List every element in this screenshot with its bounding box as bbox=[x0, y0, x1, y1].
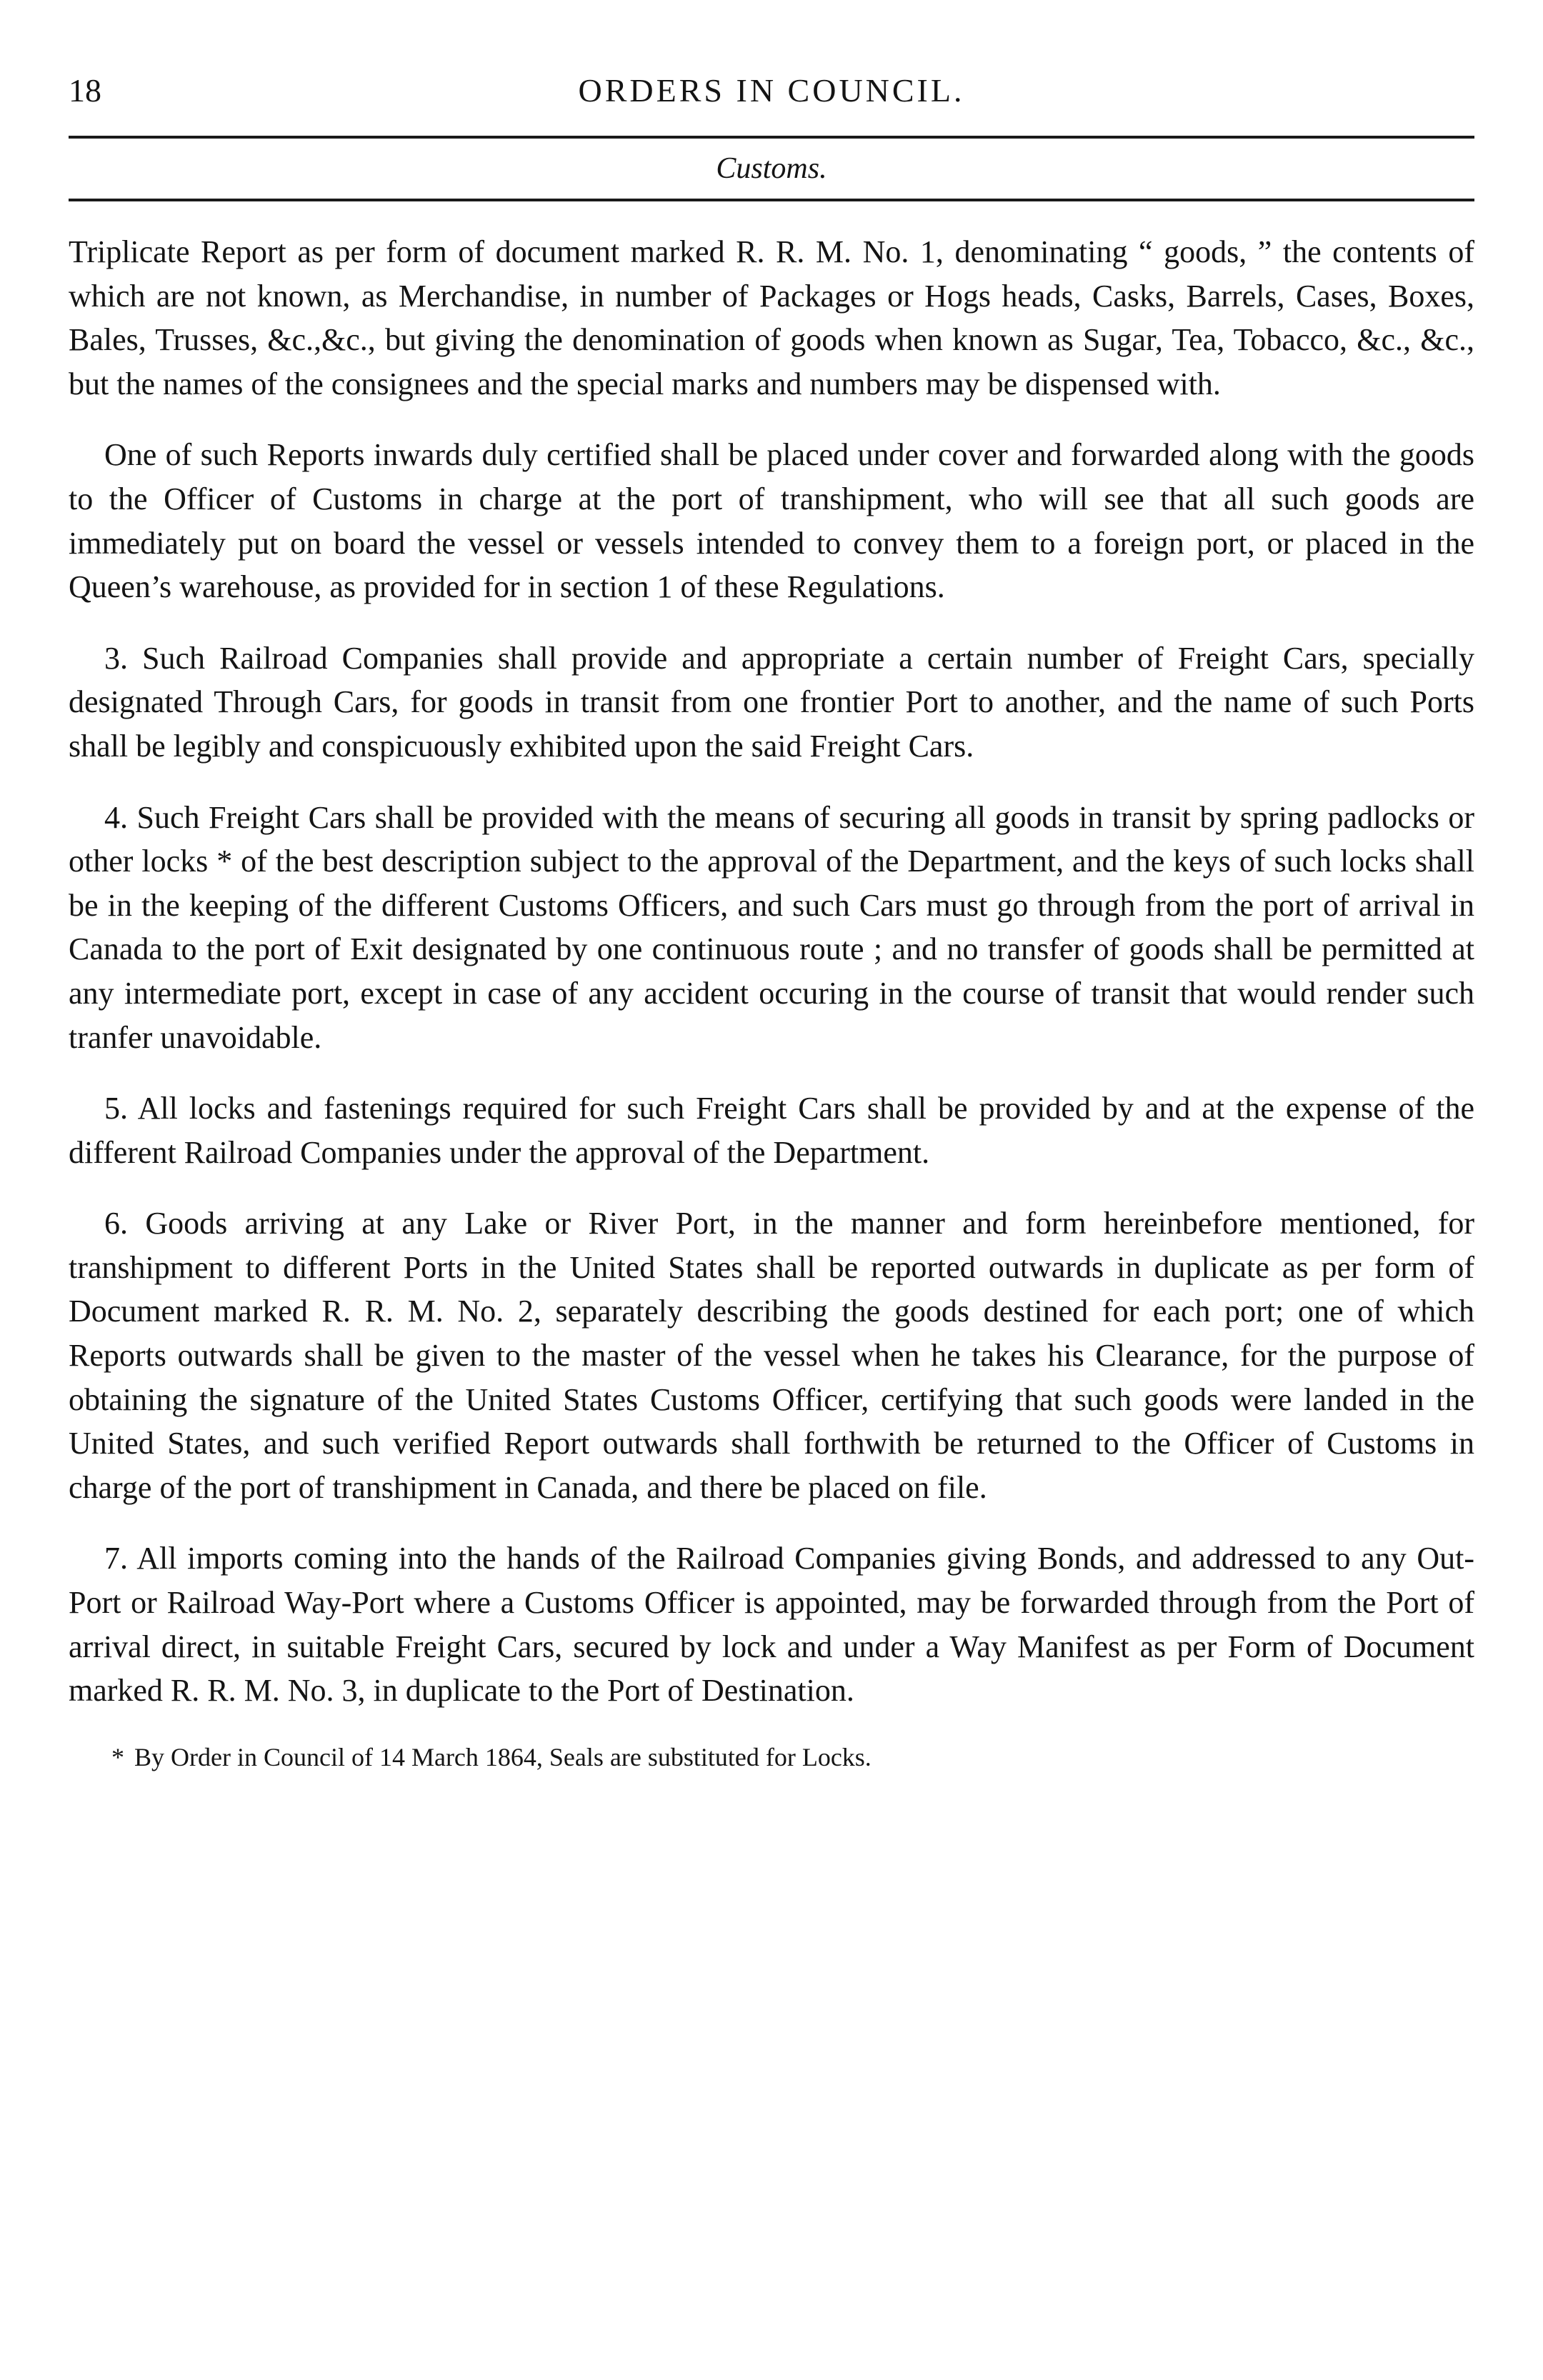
footnote-text: By Order in Council of 14 March 1864, Seals are substituted for Locks. bbox=[134, 1742, 872, 1771]
page-header bbox=[69, 50, 1474, 136]
paragraph-triplicate-report: Triplicate Report as per form of document marked R. R. M. No. 1, denominating “ goods, ” the contents of which are not known, as Merchandise, in number of Packages or Hogs heads, Casks, Barrels, Cases, Boxes, Bales, Trusses, &c.,&c., but giving the denomination of goods when known as Sugar, Tea, Tobacco, &c., &c., but the names of the consignees and the special marks and numbers may be dispensed with. bbox=[69, 234, 1474, 401]
running-head: ORDERS IN COUNCIL. bbox=[578, 72, 965, 109]
paragraph-4-locks: 4. Such Freight Cars shall be provided with the means of securing all goods in transit by spring padlocks or other locks * of the best description subject to the approval of the Department, and the keys of such locks shall be in the keeping of the different Customs Officers, and such Cars must go through from the port of arrival in Canada to the port of Exit designated by one continuous route ; and no transfer of goods shall be permitted at any intermediate port, except in case of any accident occuring in the course of transit that would render such tranfer unavoidable. bbox=[69, 799, 1474, 1055]
section-rule bbox=[69, 199, 1474, 201]
page-number: 18 bbox=[69, 72, 101, 109]
paragraph-7-imports: 7. All imports coming into the hands of the Railroad Companies giving Bonds, and addressed to any Out-Port or Railroad Way-Port where a Customs Officer is appointed, may be forwarded through from the Port of arrival direct, in suitable Freight Cars, secured by lock and under a Way Manifest as per Form of Document marked R. R. M. No. 3, in duplicate to the Port of Destination. bbox=[69, 1541, 1474, 1709]
paragraph-5-fastenings: 5. All locks and fastenings required for such Freight Cars shall be provided by and at the expense of the different Railroad Companies under the approval of the Department. bbox=[69, 1091, 1474, 1170]
paragraph-reports-inwards: One of such Reports inwards duly certified shall be placed under cover and forwarded along with the goods to the Officer of Customs in charge at the port of transhipment, who will see that all such goods are immediately put on board the vessel or vessels intended to convey them to a foreign port, or placed in the Queen’s warehouse, as provided for in section 1 of these Regulations. bbox=[69, 437, 1474, 605]
footnote bbox=[69, 1740, 1474, 1774]
body-text bbox=[69, 230, 1474, 1774]
paragraph-3-through-cars: 3. Such Railroad Companies shall provide and appropriate a certain number of Freight Cars, specially designated Through Cars, for goods in transit from one frontier Port to another, and the name of such Ports shall be legibly and conspicuously exhibited upon the said Freight Cars. bbox=[69, 640, 1474, 764]
footnote-mark: * bbox=[111, 1742, 124, 1771]
paragraph-6-lake-river-port: 6. Goods arriving at any Lake or River Port, in the manner and form hereinbefore mentioned, for transhipment to different Ports in the United States shall be reported outwards in duplicate as per form of Document marked R. R. M. No. 2, separately describing the goods destined for each port; one of which Reports outwards shall be given to the master of the vessel when he takes his Clearance, for the purpose of obtaining the signature of the United States Customs Officer, certifying that such goods were landed in the United States, and such verified Report outwards shall forthwith be returned to the Officer of Customs in charge of the port of transhipment in Canada, and there be placed on file. bbox=[69, 1206, 1474, 1505]
section-title: Customs. bbox=[716, 152, 827, 185]
document-page bbox=[69, 50, 1474, 1774]
